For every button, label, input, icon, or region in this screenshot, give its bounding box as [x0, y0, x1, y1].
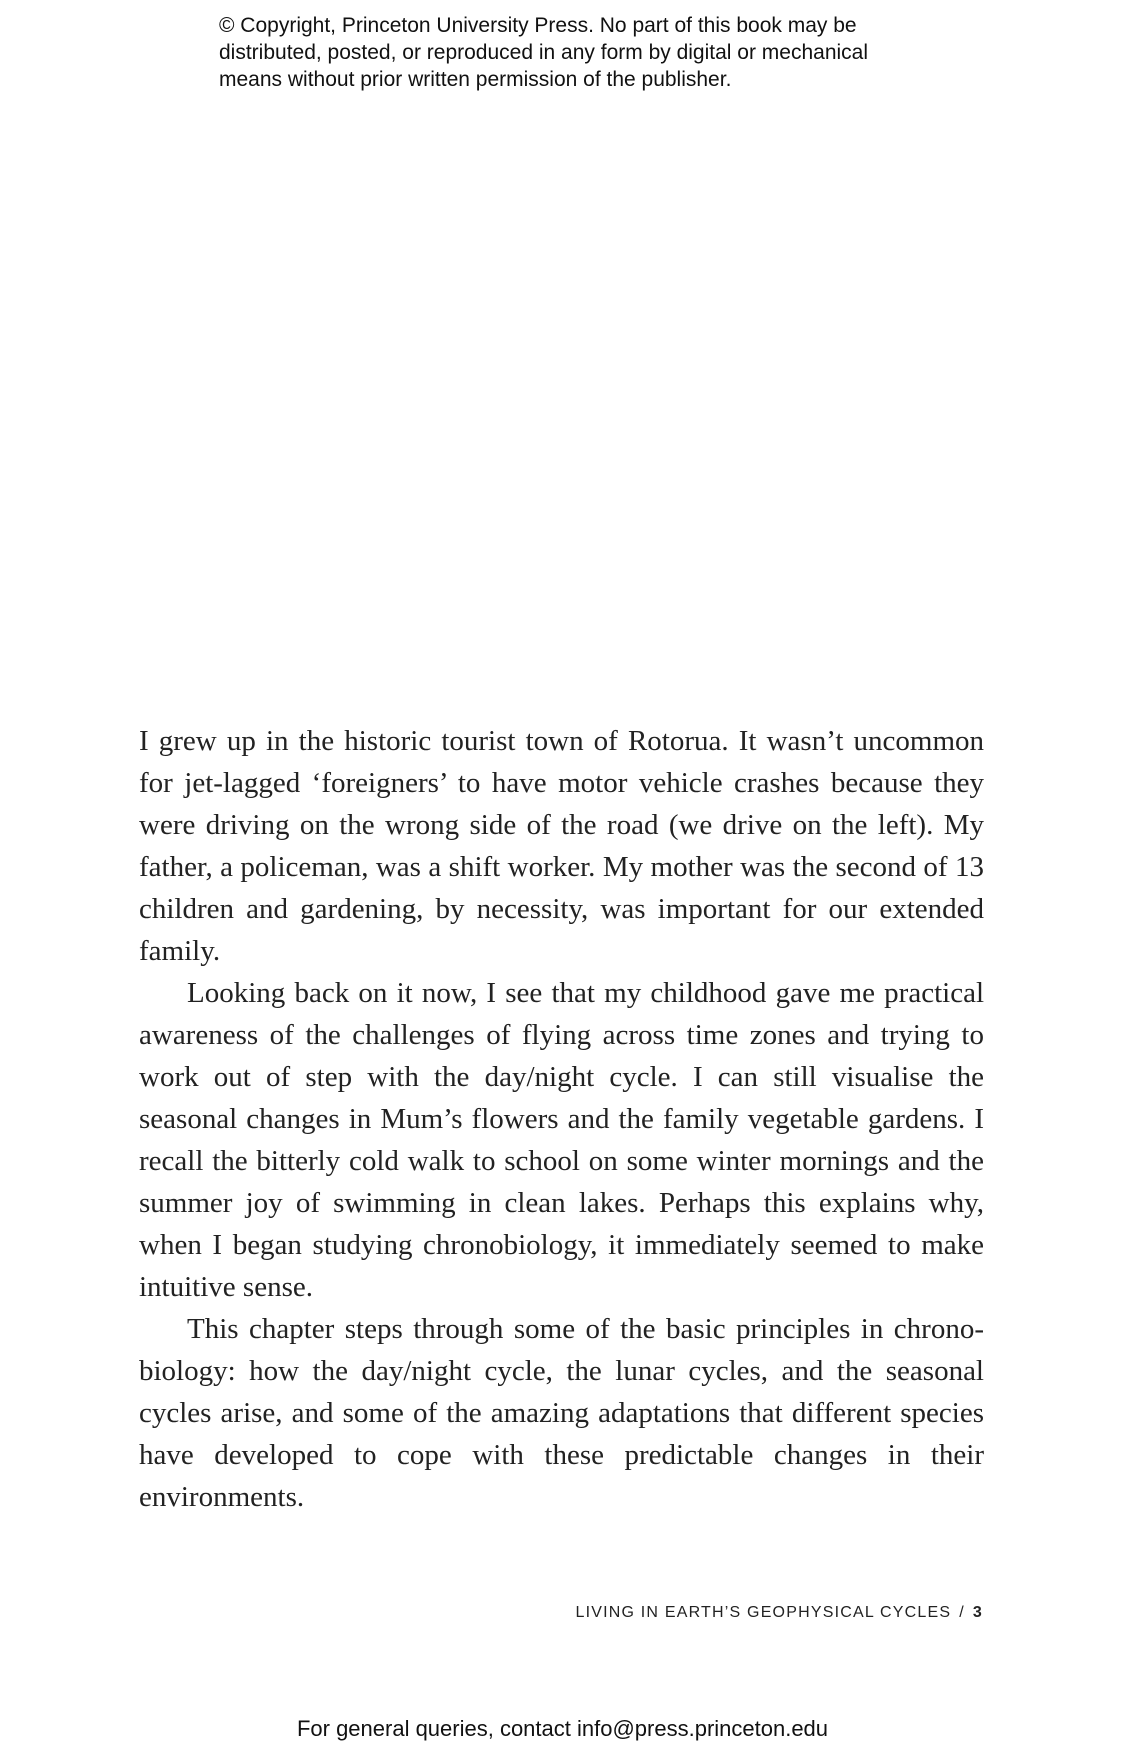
- copyright-line-3: means without prior written permission of the publisher.: [219, 68, 732, 91]
- paragraph-2: Looking back on it now, I see that my childhood gave me practical awareness of the challenges of flying across time zones and trying to work out of step with the day/night cycle. I can still visualise the seasonal changes in Mum’s flowers and the family vegetable gardens. I recall the bitterly cold walk to school on some winter mornings and the summer joy of swimming in clean lakes. Perhaps this explains why, when I began studying chronobiology, it immediately seemed to make intuitive sense.: [139, 977, 984, 1303]
- copyright-line-2: distributed, posted, or reproduced in any form by digital or mechanical: [219, 41, 869, 64]
- body-text: [139, 720, 984, 1518]
- footer-separator: /: [959, 1604, 965, 1621]
- running-footer: [575, 1604, 983, 1622]
- copyright-notice: [219, 12, 939, 93]
- copyright-line-1: © Copyright, Princeton University Press. No part of this book may be: [219, 14, 857, 37]
- paragraph-1: I grew up in the historic tourist town of Rotorua. It wasn’t uncommon for jet-lagged ‘foreigners’ to have motor vehicle crashes because they were driving on the wrong side of the road (we drive on the left). My father, a policeman, was a shift worker. My mother was the second of 13 children and gardening, by necessity, was important for our extended family.: [139, 725, 984, 967]
- paragraph-3: This chapter steps through some of the basic principles in chronobiology: how the day/night cycle, the lunar cycles, and the seasonal cycles arise, and some of the amazing adaptations that different species have developed to cope with these predictable changes in their environments.: [139, 1313, 984, 1513]
- page-number: 3: [972, 1604, 983, 1621]
- queries-contact: For general queries, contact info@press.princeton.edu: [296, 1716, 829, 1741]
- running-title: LIVING IN EARTH’S GEOPHYSICAL CYCLES: [575, 1604, 952, 1621]
